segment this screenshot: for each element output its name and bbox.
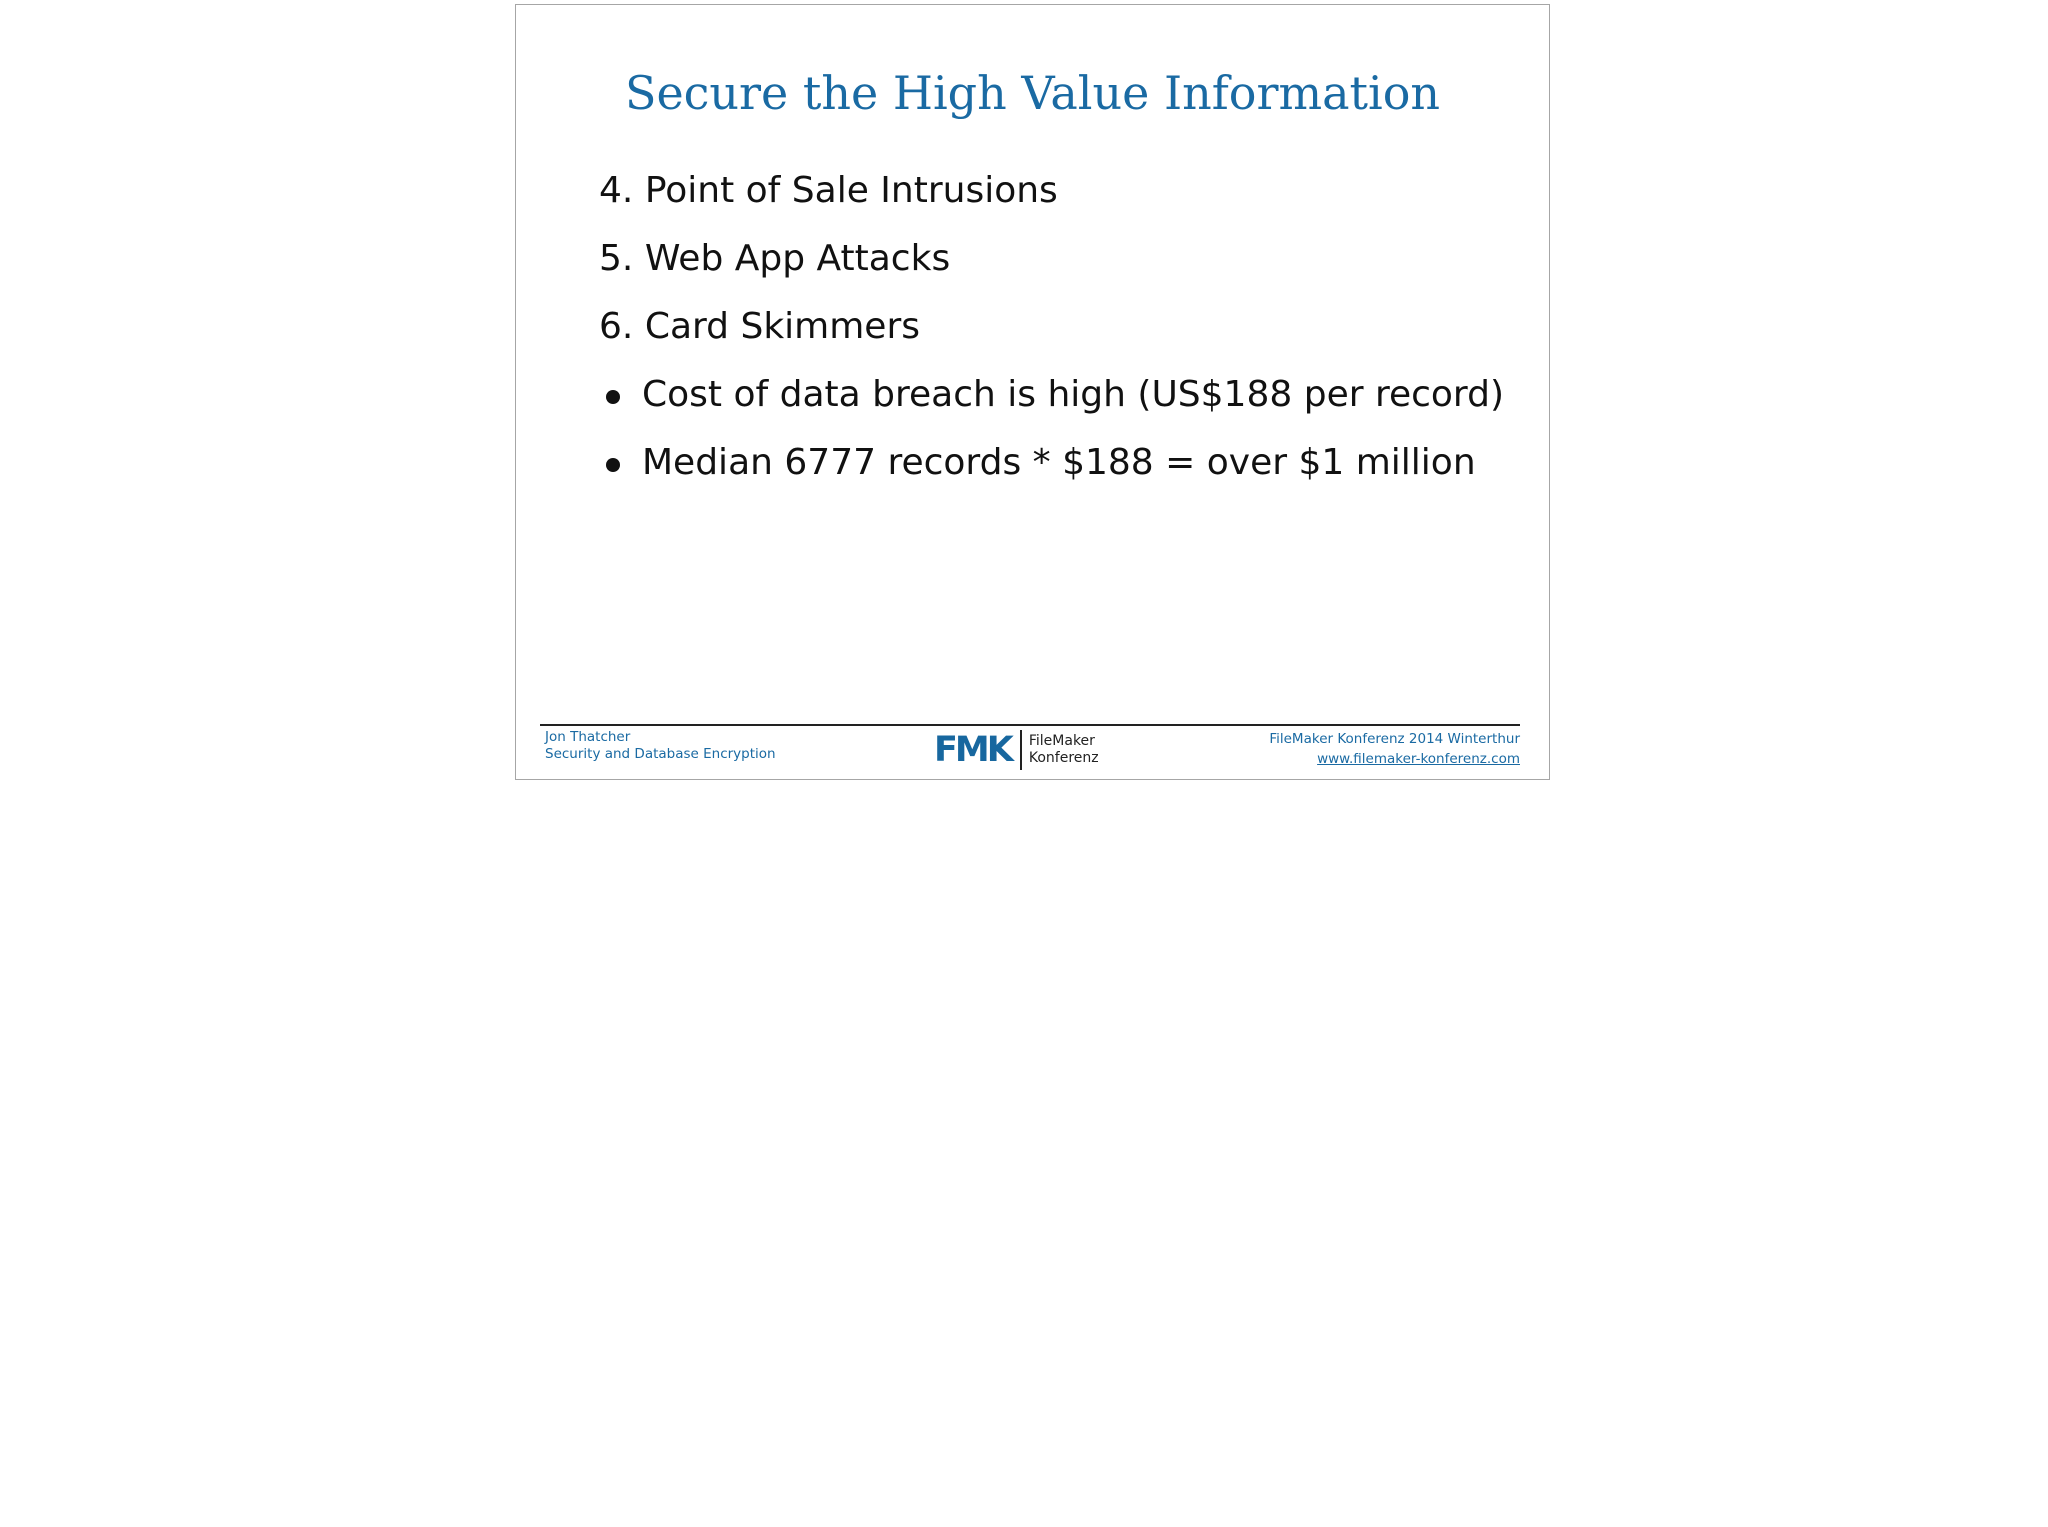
logo-mark: FMK [934, 730, 1011, 770]
item-text: Point of Sale Intrusions [644, 170, 1058, 211]
item-text: Card Skimmers [644, 306, 921, 347]
logo-line-1: FileMaker [1028, 733, 1095, 749]
slide-title: Secure the High Value Information [624, 66, 1441, 120]
bullet-text: Median 6777 records * $188 = over $1 million [642, 442, 1476, 483]
presenter-name: Jon Thatcher [545, 729, 631, 745]
logo-divider [1020, 730, 1022, 770]
item-number: 6. [599, 306, 634, 347]
bullet-item [599, 433, 1504, 501]
event-name: FileMaker Konferenz 2014 Winterthur [1269, 731, 1520, 747]
slide [515, 4, 1550, 780]
footer-right [1269, 729, 1520, 769]
logo-text [1029, 733, 1099, 767]
bullet-text: Cost of data breach is high (US$188 per record) [642, 374, 1504, 415]
website-link[interactable]: www.filemaker-konferenz.com [1317, 751, 1520, 767]
list-item [599, 297, 1504, 365]
item-number: 5. [599, 238, 634, 279]
footer-left [545, 729, 776, 763]
footer-divider [540, 724, 1520, 726]
list-item [599, 229, 1504, 297]
item-text: Web App Attacks [644, 238, 951, 279]
talk-title: Security and Database Encryption [545, 746, 776, 762]
item-number: 4. [599, 170, 634, 211]
fmk-logo [934, 729, 1099, 771]
logo-line-2: Konferenz [1028, 750, 1099, 766]
bullet-icon [606, 458, 620, 472]
bullet-item [599, 365, 1504, 433]
list-item [599, 161, 1504, 229]
content-list [599, 161, 1504, 501]
bullet-icon [606, 390, 620, 404]
